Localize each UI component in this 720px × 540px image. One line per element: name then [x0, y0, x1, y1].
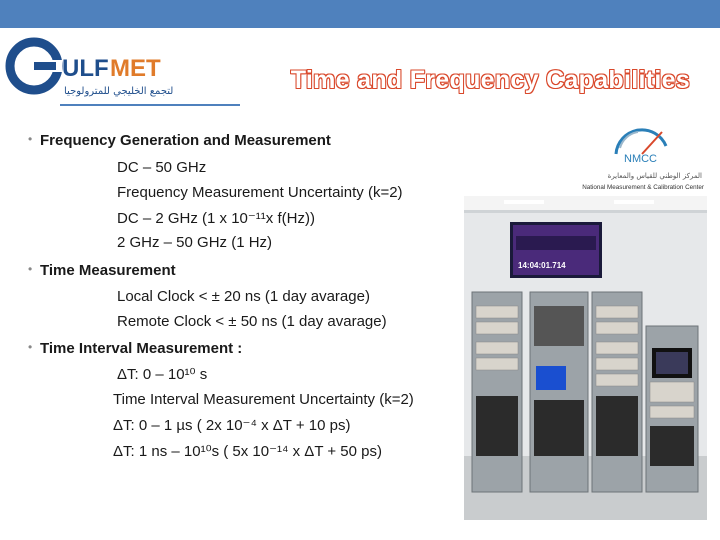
line-dt-0-1us: ΔT: 0 – 1 µs ( 2x 10⁻⁴ x ΔT + 10 ps) [113, 417, 351, 434]
section-heading-time [28, 262, 176, 279]
logo-divider [60, 104, 240, 106]
line-freq-uncertainty: Frequency Measurement Uncertainty (k=2) [117, 184, 403, 201]
line-local-clock: Local Clock < ± 20 ns (1 day avarage) [117, 288, 370, 305]
line-range: DC – 50 GHz [117, 159, 207, 176]
screen-time: 14:04:01.714 [518, 261, 566, 270]
section-heading-frequency [28, 132, 331, 149]
bullet-dot: • [28, 132, 33, 146]
lab-photo [464, 196, 707, 520]
nmcc-acronym: NMCC [624, 153, 657, 165]
nmcc-arabic-name: المركز الوطني للقياس والمعايرة [607, 172, 702, 180]
nmcc-logo [576, 118, 706, 196]
nmcc-english-name: National Measurement & Calibration Center [582, 184, 704, 191]
slide-title: Time and Frequency Capabilities [290, 66, 690, 94]
section-heading-text: Frequency Generation and Measurement [40, 132, 331, 149]
logo-arabic-tagline: التجمع الخليجي للمترولوجيا [64, 86, 174, 97]
logo-brand-prefix: ULF [62, 55, 109, 82]
line-ti-uncertainty: Time Interval Measurement Uncertainty (k=2) [113, 391, 414, 408]
line-dt-1ns: ΔT: 1 ns – 10¹⁰s ( 5x 10⁻¹⁴ x ΔT + 50 ps) [113, 443, 382, 460]
section-heading-text: Time Measurement [40, 262, 176, 279]
top-bar [0, 0, 720, 28]
gulfmet-logo [4, 34, 174, 106]
bullet-dot: • [28, 340, 33, 354]
line-remote-clock: Remote Clock < ± 50 ns (1 day avarage) [117, 313, 387, 330]
line-dt-range: ΔT: 0 – 10¹⁰ s [117, 366, 208, 383]
section-heading-time-interval [28, 340, 243, 357]
logo-brand-suffix: MET [110, 55, 161, 82]
line-2ghz-50ghz: 2 GHz – 50 GHz (1 Hz) [117, 234, 273, 251]
bullet-dot: • [28, 262, 33, 276]
line-dc-2ghz: DC – 2 GHz (1 x 10⁻¹¹x f(Hz)) [117, 210, 315, 227]
section-heading-text: Time Interval Measurement : [40, 340, 243, 357]
